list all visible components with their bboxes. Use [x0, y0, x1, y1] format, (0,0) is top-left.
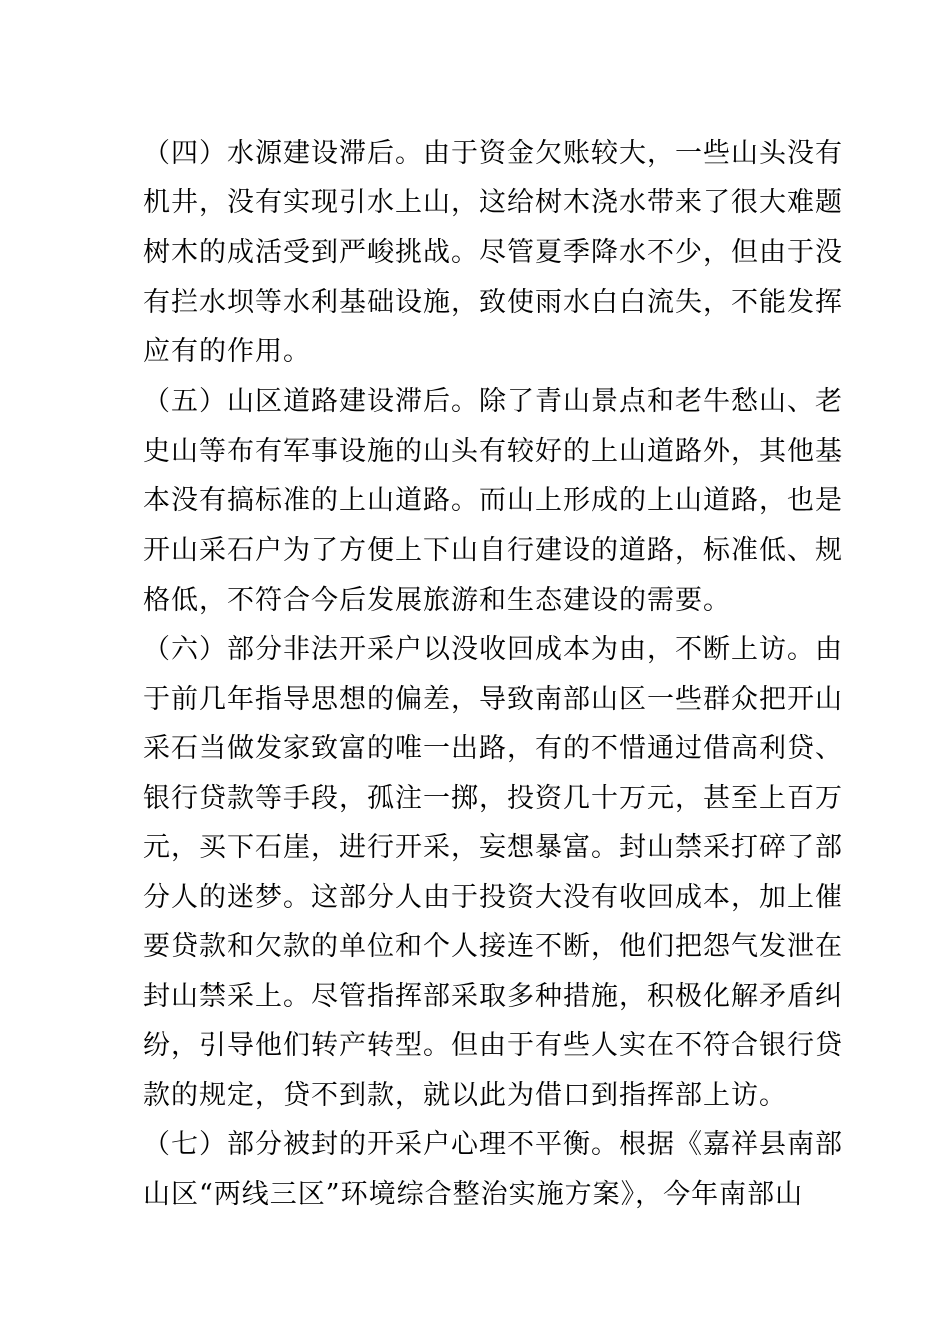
text-line: 采石当做发家致富的唯一出路，有的不惜通过借高利贷、 [143, 733, 843, 764]
text-line: 应有的作用。 [143, 336, 311, 367]
text-line: （四）水源建设滞后。由于资金欠账较大，一些山头没有 [143, 138, 843, 169]
text-line: 机井，没有实现引水上山，这给树木浇水带来了很大难题 [143, 187, 843, 218]
text-line: 有拦水坝等水利基础设施，致使雨水白白流失，不能发挥 [143, 287, 843, 318]
text-line: 山区“两线三区”环境综合整治实施方案》，今年南部山 [143, 1179, 804, 1210]
text-line: 分人的迷梦。这部分人由于投资大没有收回成本，加上催 [143, 882, 843, 913]
text-line: 树木的成活受到严峻挑战。尽管夏季降水不少，但由于没 [143, 237, 843, 268]
text-line: 要贷款和欠款的单位和个人接连不断，他们把怨气发泄在 [143, 931, 843, 962]
text-line: 元，买下石崖，进行开采，妄想暴富。封山禁采打碎了部 [143, 832, 843, 863]
text-line: （五）山区道路建设滞后。除了青山景点和老牛愁山、老 [143, 386, 843, 417]
text-line: 格低，不符合今后发展旅游和生态建设的需要。 [143, 585, 731, 616]
text-line: 纷，引导他们转产转型。但由于有些人实在不符合银行贷 [143, 1030, 843, 1061]
text-line: 于前几年指导思想的偏差，导致南部山区一些群众把开山 [143, 684, 843, 715]
text-line: 银行贷款等手段，孤注一掷，投资几十万元，甚至上百万 [143, 783, 843, 814]
text-line: （六）部分非法开采户以没收回成本为由，不断上访。由 [143, 634, 843, 665]
text-line: 封山禁采上。尽管指挥部采取多种措施，积极化解矛盾纠 [143, 981, 843, 1012]
text-line: 本没有搞标准的上山道路。而山上形成的上山道路，也是 [143, 485, 843, 516]
text-line: 款的规定，贷不到款，就以此为借口到指挥部上访。 [143, 1080, 787, 1111]
text-line: 开山采石户为了方便上下山自行建设的道路，标准低、规 [143, 535, 843, 566]
text-line: （七）部分被封的开采户心理不平衡。根据《嘉祥县南部 [143, 1129, 843, 1160]
text-line: 史山等布有军事设施的山头有较好的上山道路外，其他基 [143, 436, 843, 467]
